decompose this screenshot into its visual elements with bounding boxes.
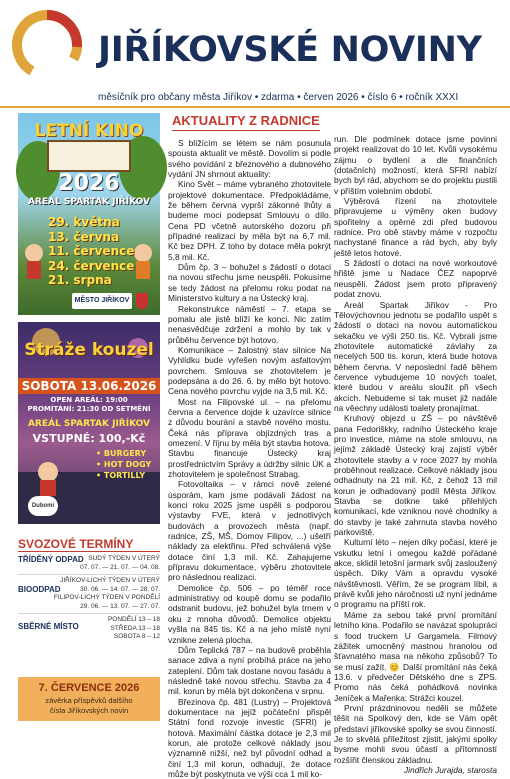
article-paragraph: Rekonstrukce náměstí – 7. etapa se pomalu ale jistě blíží ke konci. Nic zatím nenasvědčuje zdržení a mohlo by tak v průběhu července být hotovo. xyxy=(168,303,331,345)
food-item: • TORTILLY xyxy=(96,471,146,480)
article-paragraph: Areál Spartak Jiříkov - Pro Tělovýchovnou jednotu se podařilo uspět s žádostí o dotaci na novou automatickou sekačku ve výši 250 tis. Kč. Vybrali jsme zhotovitele automatické závlahy za necelých 500 tis. korun, která bude hotova během června. V neposlední řadě během července vybudujeme 10 nových toalet, které budou v areálu sloužit při všech akcích. Nebudeme si tak muset již nadále na věechny události toalety pronajímat. xyxy=(334,299,497,413)
screening-date: 29. května xyxy=(48,215,120,229)
waste-heading: SVOZOVÉ TERMÍNY xyxy=(18,537,134,551)
waste-line: SOBOTA 8 – 12 xyxy=(113,633,160,640)
article-paragraph: Kruhový objezd u ZŠ – po návštěvě pana Fedoriškky, radního Ústeckého kraje pro investice, máme na stole smlouvu, na jejímž základě Ústecký kraj zajistí výběr zhotovitele stavby a v roce 2027 by mohla proběhnout realizace. Celkové náklady jsou odhadnuty na 21 mil. Kč, z čehož 13 mil korun je odhadovaný podíl Města Jiříkov. Stavba se dotkne také přilehlých komunikací, kde vzniknou nové chodníky a do stavby je také zahrnuta stavba nového parkoviště. xyxy=(334,413,497,538)
waste-separator xyxy=(18,613,160,614)
poster-entry-fee: VSTUPNÉ: 100,-Kč xyxy=(32,432,146,445)
town-logo: MĚSTO JIŘÍKOV xyxy=(72,293,132,309)
poster-venue: AREÁL SPARTAK JIŘÍKOV xyxy=(27,419,151,429)
article-paragraph: První prázdninovou neděli se můžete těšit na Spolkový den, kde se Vám opět představí jiříkovské spolky se svou činností. Je to skvělá příležitost zjistit, jakými spolky bysme mohli svou účastí a přítomností rozšířit členskou základnu. xyxy=(334,702,497,765)
article-column-2 xyxy=(334,134,497,775)
poster-title: Stráže kouzel xyxy=(24,340,154,360)
article-paragraph: S blížícím se létem se nám posunula spousta aktualit ve městě. Dovolím si podle svého povídání z březnového a dubnového vydání JN shrnout aktuality: xyxy=(168,138,331,180)
poster-date: SOBOTA 13.06.2026 xyxy=(18,378,160,394)
waste-line: JIŘÍKOV-LICHÝ TÝDEN V ÚTERÝ xyxy=(60,577,160,584)
screening-dates xyxy=(48,215,134,288)
article-paragraph: Komunikace – žalostný stav silnice Na Vyhlídku bude vyřešen novým asfaltovým povrchem. Smlouva se zhotovitelem je podepsána a do 26. 6. by mělo být hotovo. Cena nového povrchu vyjde na 3,5 mil. Kč. xyxy=(168,344,331,397)
screening-date: 13. června xyxy=(48,229,120,244)
waste-line: SUDÝ TÝDEN V ÚTERÝ xyxy=(88,555,160,562)
coat-of-arms-icon xyxy=(136,293,148,309)
deadline-box xyxy=(18,677,160,721)
article-paragraph: Demolice čp. 506 – po téměř roce administrativy od koupě domu se podařilo odstranit budovu, jež bohužel byla trnem v oku z mnoha důvodů. Demolice objektu vyšla na 845 tis. Kč a na jeho místě nyní vznikne zelená plocha. xyxy=(168,582,331,645)
screening-date: 21. srpna xyxy=(48,273,112,288)
deadline-date: 7. ČERVENCE 2026 xyxy=(38,682,140,694)
poster-open-line: PROMÍTÁNÍ: 21:30 OD SETMĚNÍ xyxy=(27,405,151,413)
deadline-text: čísla Jiříkovských novin xyxy=(49,706,129,715)
article-paragraph: Fotovoltaika – v rámci nově zelené úsporám, kam jsme podávali žádost na konci roku 2025 jsme uspěli s podporou výstavby FVE, která v jednotlivých budovách a provozech města (např. radnice, ZŠ, MŠ, Domov Filipov, ...) ušetří náklady za elektřinu. Před schválená výše dotace činí 1,3 mil. Kč. Zahajujeme přípravu dokumentace, výběru zhotovitele pro následnou realizaci. xyxy=(168,479,331,583)
food-item: • BURGERY xyxy=(96,449,147,458)
screening-date: 24. července xyxy=(48,258,135,273)
waste-label: BIOODPAD xyxy=(18,585,61,594)
article-signature: Jindřich Jurajda, starosta xyxy=(403,764,497,775)
article-column-1 xyxy=(168,138,331,779)
poster-opening-times xyxy=(18,396,160,414)
waste-line: 07. 07. --- 21. 07. --- 04. 08. xyxy=(80,563,160,571)
waste-divider xyxy=(18,551,160,552)
summer-cinema-poster xyxy=(18,113,160,315)
newspaper-logo xyxy=(12,10,82,80)
article-paragraph: Dům Teplická 787 – na budově proběhla sanace zdiva a nyní probíhá práce na jeho zateplení. Dům tak dostane novou fasádu a následně také novou střechu. Stavba za 4 mil. korun by měla být dokončena v srpnu. xyxy=(168,644,331,697)
masthead xyxy=(0,0,510,112)
poster-year: 2026 xyxy=(58,171,120,196)
article-paragraph: Kulturní léto – nejen díky počasí, které je vskutku letní i omegou každé pořádané akce, sklidil letošní jarmark svůj zasloužený úspěch. Díky Vám a opravdu vysoké návštěvnosti. Věřím, že se program líbil, a právě kvůli jeho náročnosti už nyní jednáme o programu na příští rok. xyxy=(334,537,497,610)
castle-guards-poster xyxy=(18,322,160,524)
food-list xyxy=(96,448,151,481)
food-item: • HOT DOGY xyxy=(96,460,152,469)
article-heading: AKTUALITY Z RADNICE xyxy=(172,113,320,128)
article-paragraph: run. Dle podmínek dotace jsme povinni projekt realizovat do 10 let. Kvůli vysokému zájmu o bydlení a dle finančních (dotačních) možností, která SFRI nabízí bych byl rád, abychom se do projektu pustili v příštím volebním období. xyxy=(334,134,497,196)
issue-info: měsíčník pro občany města Jiříkov • zdarma • červen 2026 • číslo 6 • ročník XXXI xyxy=(98,92,459,103)
article-paragraph: S žádostí o dotaci na nové workoutové hřiště jsme u Nadace ČEZ napoprvé neuspěli. Žádost jsem proto připravený podat znovu. xyxy=(334,258,497,300)
waste-line: FILIPOV-LICHÝ TÝDEN V PONDĚLÍ xyxy=(53,594,160,601)
article-paragraph: Kino Svět – máme vybraného zhotovitele projektové dokumentace. Předpokládáme, že během června vyprší zákonné lhůty a budeme moci podepsat Smlouvu o dílo. Cena PD včetně autorského dozoru při případné realizaci by měla být na 6,7 mil. Kč bez DPH. Z toho by dotace měla pokrýt 5,8 mil. Kč. xyxy=(168,179,331,262)
sponsor-logo: Dubomi xyxy=(28,496,58,516)
article-paragraph: Výběrová řízení na zhotovitele připravujeme u výměny oken budovy spořitelny a opěrné zdi před budovou radnice. Pro obě stavby máme v rozpočtu nachystané finance a rád bych, aby byly ještě letos hotové. xyxy=(334,196,497,258)
waste-line: PONDĚLÍ 13 – 18 xyxy=(107,616,160,623)
poster-open-line: OPEN AREÁL: 19:00 xyxy=(50,396,128,404)
article-paragraph: Máme za sebou také první promítání letního kina. Podařilo se navázat spolupráci s food truckem U Gargamela. Filmový zážitek umocněný mastnou hranolou od šťavnatého masa na někoho způsobů? To se musí zažít. 😊 Další promítání nás čeká 13.6. v předvečer Dětského dne s ZPS. Promo nás čeká pohádková novinka Jeníček a Mařenka: Strážci kouzel. xyxy=(334,609,497,703)
poster-venue: AREÁL SPARTAK JIŘÍKOV xyxy=(27,197,151,207)
screening-date: 11. července xyxy=(48,244,135,259)
poster-title: LETNÍ KINO xyxy=(34,121,144,141)
deadline-text: závěrka příspěvků dalšího xyxy=(45,696,133,705)
waste-line: STŘEDA 13 – 18 xyxy=(110,624,160,632)
waste-line: 30. 06. --- 14. 07. --- 28. 07. xyxy=(80,585,160,593)
article-paragraph: Most na Filipovské ul. – na přelomu června a července dojde k uzavírce silnice z důvodu bourání a stavbě nového mostu. Čeká nás příprava objízdných tras a omezení. V říjnu by měla být stavba hotova. Stavbu financuje Ústecký kraj prostřednictvím Správy a údržby silnic ÚK a zhotovitelem je společnost Strabag. xyxy=(168,396,331,479)
article-paragraph: Březinova čp. 481 (Lustry) – Projektová dokumentace na jejíž počáteční přispěl Státní fond rozvoje investic (SFRI) je hotová. Maximální částka dotace je 2,3 mil korun, ale protože celkové náklady jsou významně nižší, než byl původní odhad a činí 1,3 mil korun, odhadují, že dotace může být poskytnuta ve výši cca 1 mil ko- xyxy=(168,696,331,779)
article-paragraph: Dům čp. 3 – bohužel s žádostí o dotaci na novou střechu jsme neuspěli. Pokusíme se tedy žádost na přelomu roku podat na Ministerstvo kultury a na Ústecký kraj. xyxy=(168,262,331,304)
masthead-divider xyxy=(0,106,510,108)
newspaper-title: JIŘÍKOVSKÉ NOVINY xyxy=(98,30,482,70)
article-heading-divider xyxy=(172,130,320,131)
waste-line: 29. 06. --- 13. 07. --- 27. 07. xyxy=(80,602,160,610)
waste-label: SBĚRNÉ MÍSTO xyxy=(18,622,79,631)
waste-separator xyxy=(18,574,160,575)
waste-label: TŘÍDĚNÝ ODPAD xyxy=(18,555,84,564)
